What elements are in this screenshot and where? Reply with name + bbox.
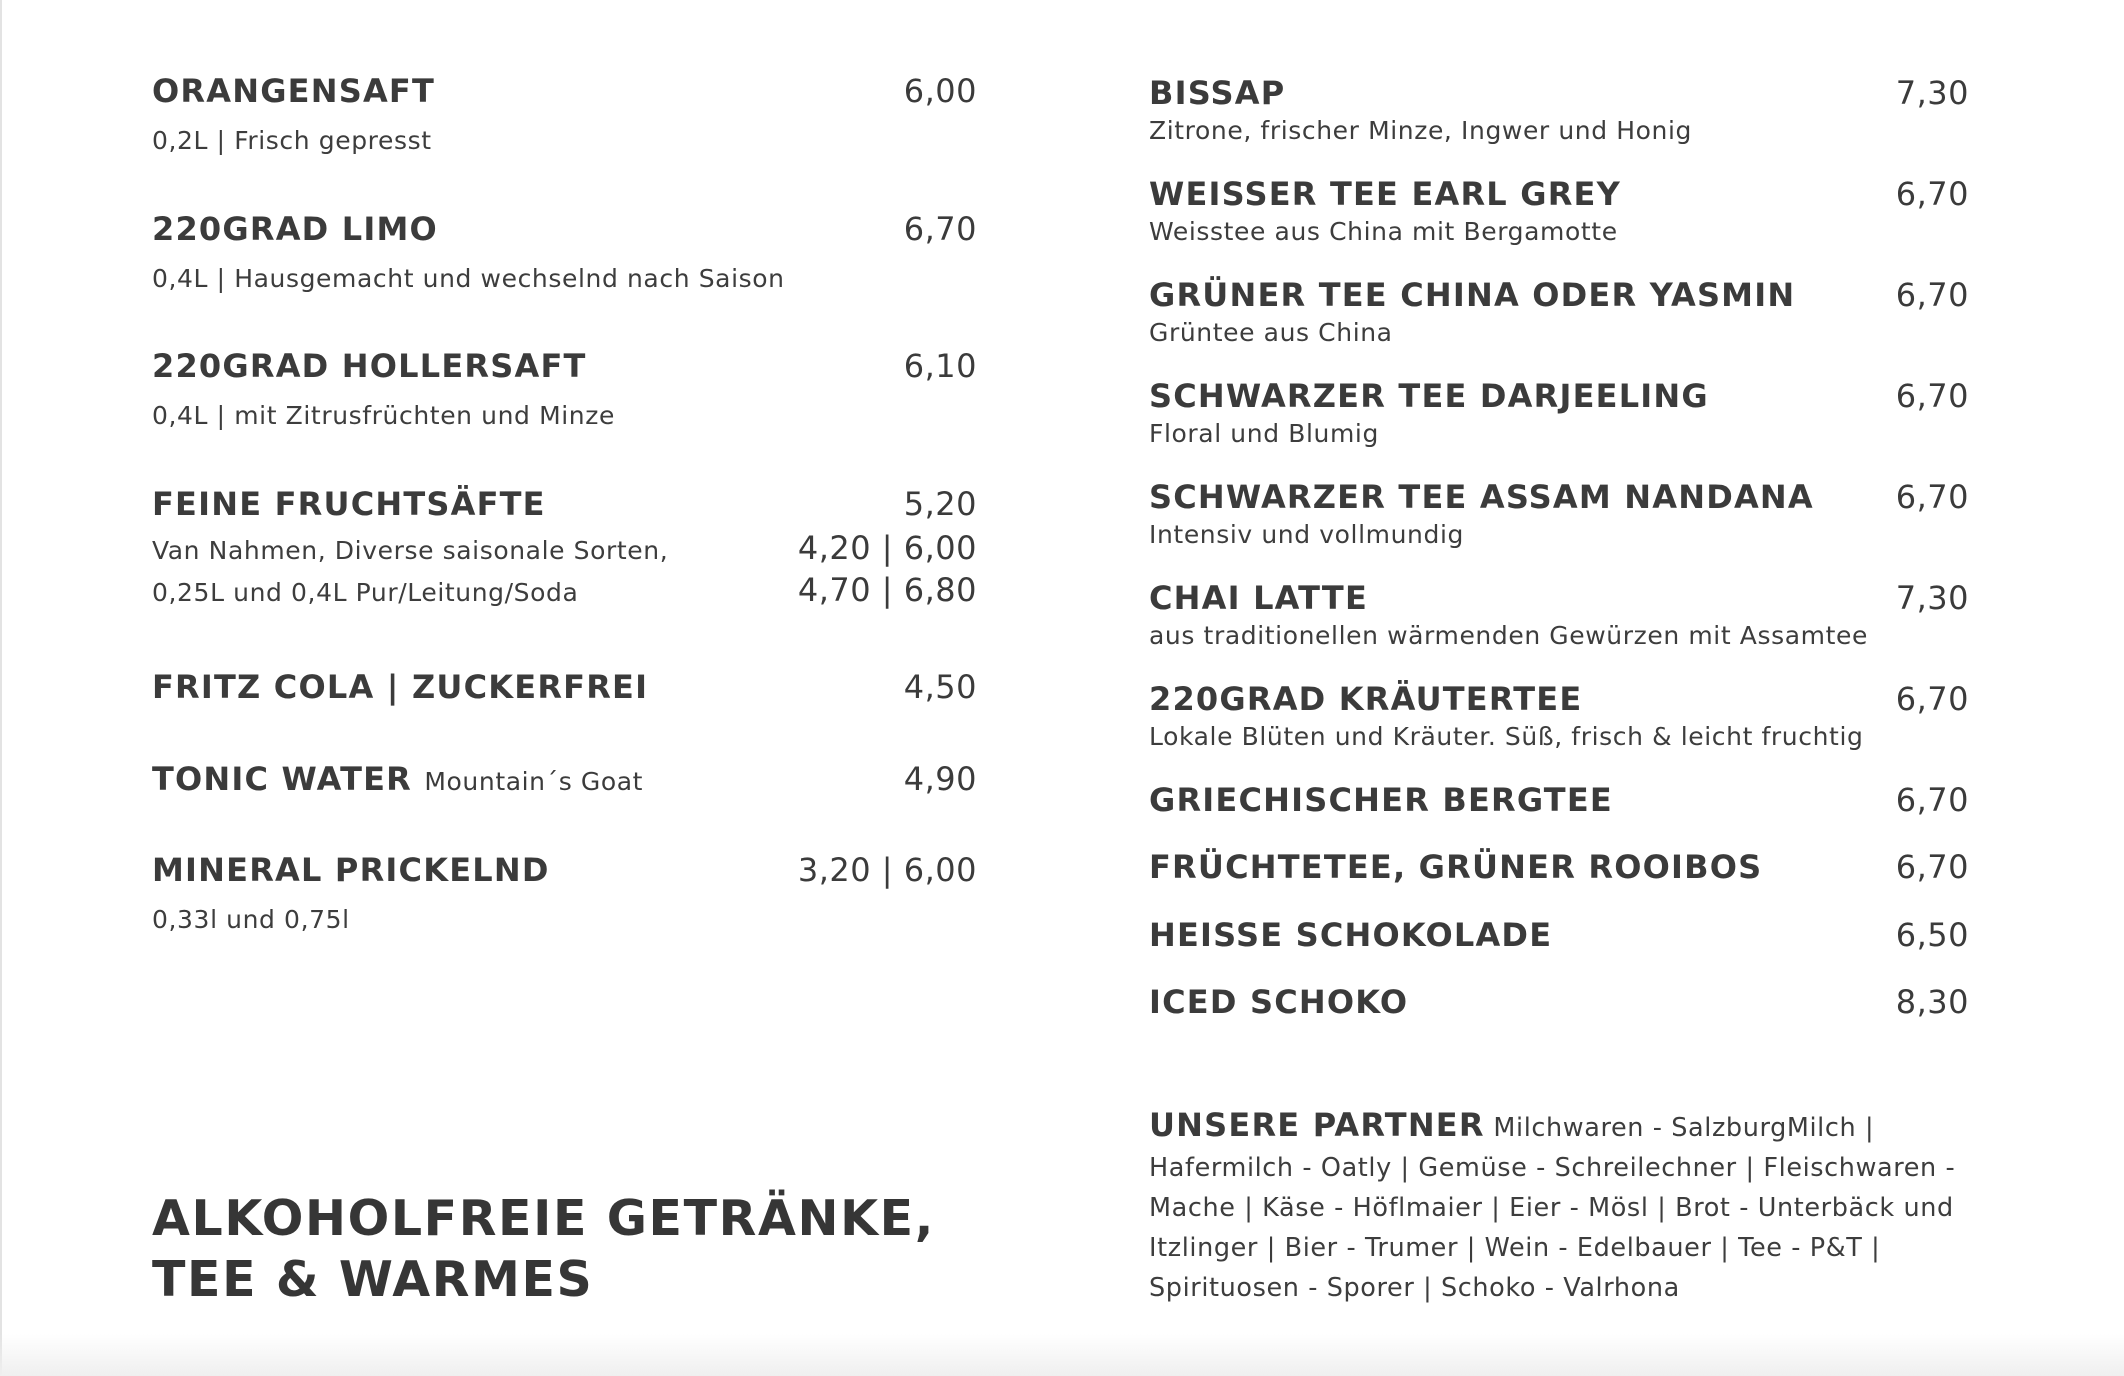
item-price: 6,70 bbox=[1895, 377, 1969, 415]
menu-item-griechischer-bergtee bbox=[1149, 781, 1969, 819]
bottom-shade bbox=[0, 1334, 2124, 1376]
item-name bbox=[152, 760, 643, 798]
item-price: 4,90 bbox=[903, 760, 977, 798]
item-name: GRÜNER TEE CHINA ODER YASMIN bbox=[1149, 276, 1796, 314]
item-name: 220GRAD KRÄUTERTEE bbox=[1149, 680, 1583, 718]
menu-item-chai-latte bbox=[1149, 579, 1969, 650]
item-price: 6,00 bbox=[903, 72, 977, 110]
menu-item-tonic-water bbox=[152, 760, 977, 798]
menu-item-mineral-prickelnd bbox=[152, 851, 977, 934]
item-name-text: TONIC WATER bbox=[152, 760, 413, 798]
menu-item-kraeutertee bbox=[1149, 680, 1969, 751]
menu-item-220grad-hollersaft bbox=[152, 347, 977, 430]
section-title bbox=[152, 1188, 935, 1310]
item-price: 3,20 | 6,00 bbox=[797, 851, 977, 889]
item-name: SCHWARZER TEE ASSAM NANDANA bbox=[1149, 478, 1814, 516]
item-description: Zitrone, frischer Minze, Ingwer und Honig bbox=[1149, 116, 1693, 145]
item-name: FEINE FRUCHTSÄFTE bbox=[152, 485, 546, 523]
item-price: 6,70 bbox=[1895, 478, 1969, 516]
item-description: Weisstee aus China mit Bergamotte bbox=[1149, 217, 1618, 246]
menu-item-fruechtetee bbox=[1149, 848, 1969, 886]
menu-item-gruener-tee bbox=[1149, 276, 1969, 347]
menu-item-220grad-limo bbox=[152, 210, 977, 293]
item-price: 6,70 bbox=[1895, 848, 1969, 886]
item-price: 6,70 bbox=[1895, 680, 1969, 718]
item-description: 0,2L | Frisch gepresst bbox=[152, 126, 432, 155]
item-price: 6,70 bbox=[1895, 781, 1969, 819]
item-name: CHAI LATTE bbox=[1149, 579, 1368, 617]
menu-item-iced-schoko bbox=[1149, 983, 1969, 1021]
item-description: Intensiv und vollmundig bbox=[1149, 520, 1464, 549]
item-name: ORANGENSAFT bbox=[152, 72, 435, 110]
item-name: GRIECHISCHER BERGTEE bbox=[1149, 781, 1613, 819]
item-description: Lokale Blüten und Kräuter. Süß, frisch & leicht fruchtig bbox=[1149, 722, 1864, 751]
item-name: FRÜCHTETEE, GRÜNER ROOIBOS bbox=[1149, 848, 1763, 886]
menu-item-bissap bbox=[1149, 74, 1969, 145]
item-price: 4,50 bbox=[903, 668, 977, 706]
item-price: 7,30 bbox=[1895, 579, 1969, 617]
item-name: HEISSE SCHOKOLADE bbox=[1149, 916, 1553, 954]
item-name: SCHWARZER TEE DARJEELING bbox=[1149, 377, 1709, 415]
item-name: MINERAL PRICKELND bbox=[152, 851, 550, 889]
menu-item-schwarzer-tee-darjeeling bbox=[1149, 377, 1969, 448]
item-description: 0,4L | Hausgemacht und wechselnd nach Saison bbox=[152, 264, 785, 293]
partners-note bbox=[1149, 1105, 1979, 1308]
section-title-line-2: TEE & WARMES bbox=[152, 1251, 594, 1308]
menu-item-orangensaft bbox=[152, 72, 977, 155]
menu-item-feine-fruchtsaefte bbox=[152, 485, 977, 609]
item-price: 8,30 bbox=[1895, 983, 1969, 1021]
section-title-line-1: ALKOHOLFREIE GETRÄNKE, bbox=[152, 1190, 935, 1247]
partners-text: Milchwaren - SalzburgMilch | Hafermilch - Oatly | Gemüse - Schreilechner | Fleischwaren - Mache | Käse - Höflmaier | Eier - Mösl | Brot - Unterbäck und Itzlinger | Bier - Trumer | Wein - Edelbauer | Tee - P&T | Spirituosen - Sporer | Schoko - Valrhona bbox=[1149, 1113, 1956, 1303]
item-description: Floral und Blumig bbox=[1149, 419, 1379, 448]
item-price: 6,10 bbox=[903, 347, 977, 385]
item-price: 5,20 bbox=[903, 485, 977, 523]
page-edge bbox=[0, 0, 2, 1376]
item-name: WEISSER TEE EARL GREY bbox=[1149, 175, 1621, 213]
partners-label: UNSERE PARTNER bbox=[1149, 1106, 1485, 1144]
item-price: 7,30 bbox=[1895, 74, 1969, 112]
item-name: 220GRAD HOLLERSAFT bbox=[152, 347, 587, 385]
item-price: 6,70 bbox=[1895, 175, 1969, 213]
menu-item-weisser-tee-earl-grey bbox=[1149, 175, 1969, 246]
menu-item-heisse-schokolade bbox=[1149, 916, 1969, 954]
item-price: 6,70 bbox=[903, 210, 977, 248]
item-description: Van Nahmen, Diverse saisonale Sorten, bbox=[152, 536, 669, 565]
item-description: 0,33l und 0,75l bbox=[152, 905, 350, 934]
item-description: 0,4L | mit Zitrusfrüchten und Minze bbox=[152, 401, 615, 430]
item-variant-row bbox=[152, 529, 977, 567]
item-name: FRITZ COLA | ZUCKERFREI bbox=[152, 668, 649, 706]
item-description: aus traditionellen wärmenden Gewürzen mit Assamtee bbox=[1149, 621, 1868, 650]
item-price: 6,50 bbox=[1895, 916, 1969, 954]
item-name: 220GRAD LIMO bbox=[152, 210, 438, 248]
item-price: 6,70 bbox=[1895, 276, 1969, 314]
item-price: 4,70 | 6,80 bbox=[797, 571, 977, 609]
item-name: ICED SCHOKO bbox=[1149, 983, 1409, 1021]
item-description: 0,25L und 0,4L Pur/Leitung/Soda bbox=[152, 578, 579, 607]
item-description: Grüntee aus China bbox=[1149, 318, 1393, 347]
menu-item-schwarzer-tee-assam bbox=[1149, 478, 1969, 549]
item-name: BISSAP bbox=[1149, 74, 1286, 112]
item-inline-description: Mountain´s Goat bbox=[424, 767, 644, 796]
menu-item-fritz-cola bbox=[152, 668, 977, 706]
item-variant-row bbox=[152, 571, 977, 609]
item-price: 4,20 | 6,00 bbox=[797, 529, 977, 567]
